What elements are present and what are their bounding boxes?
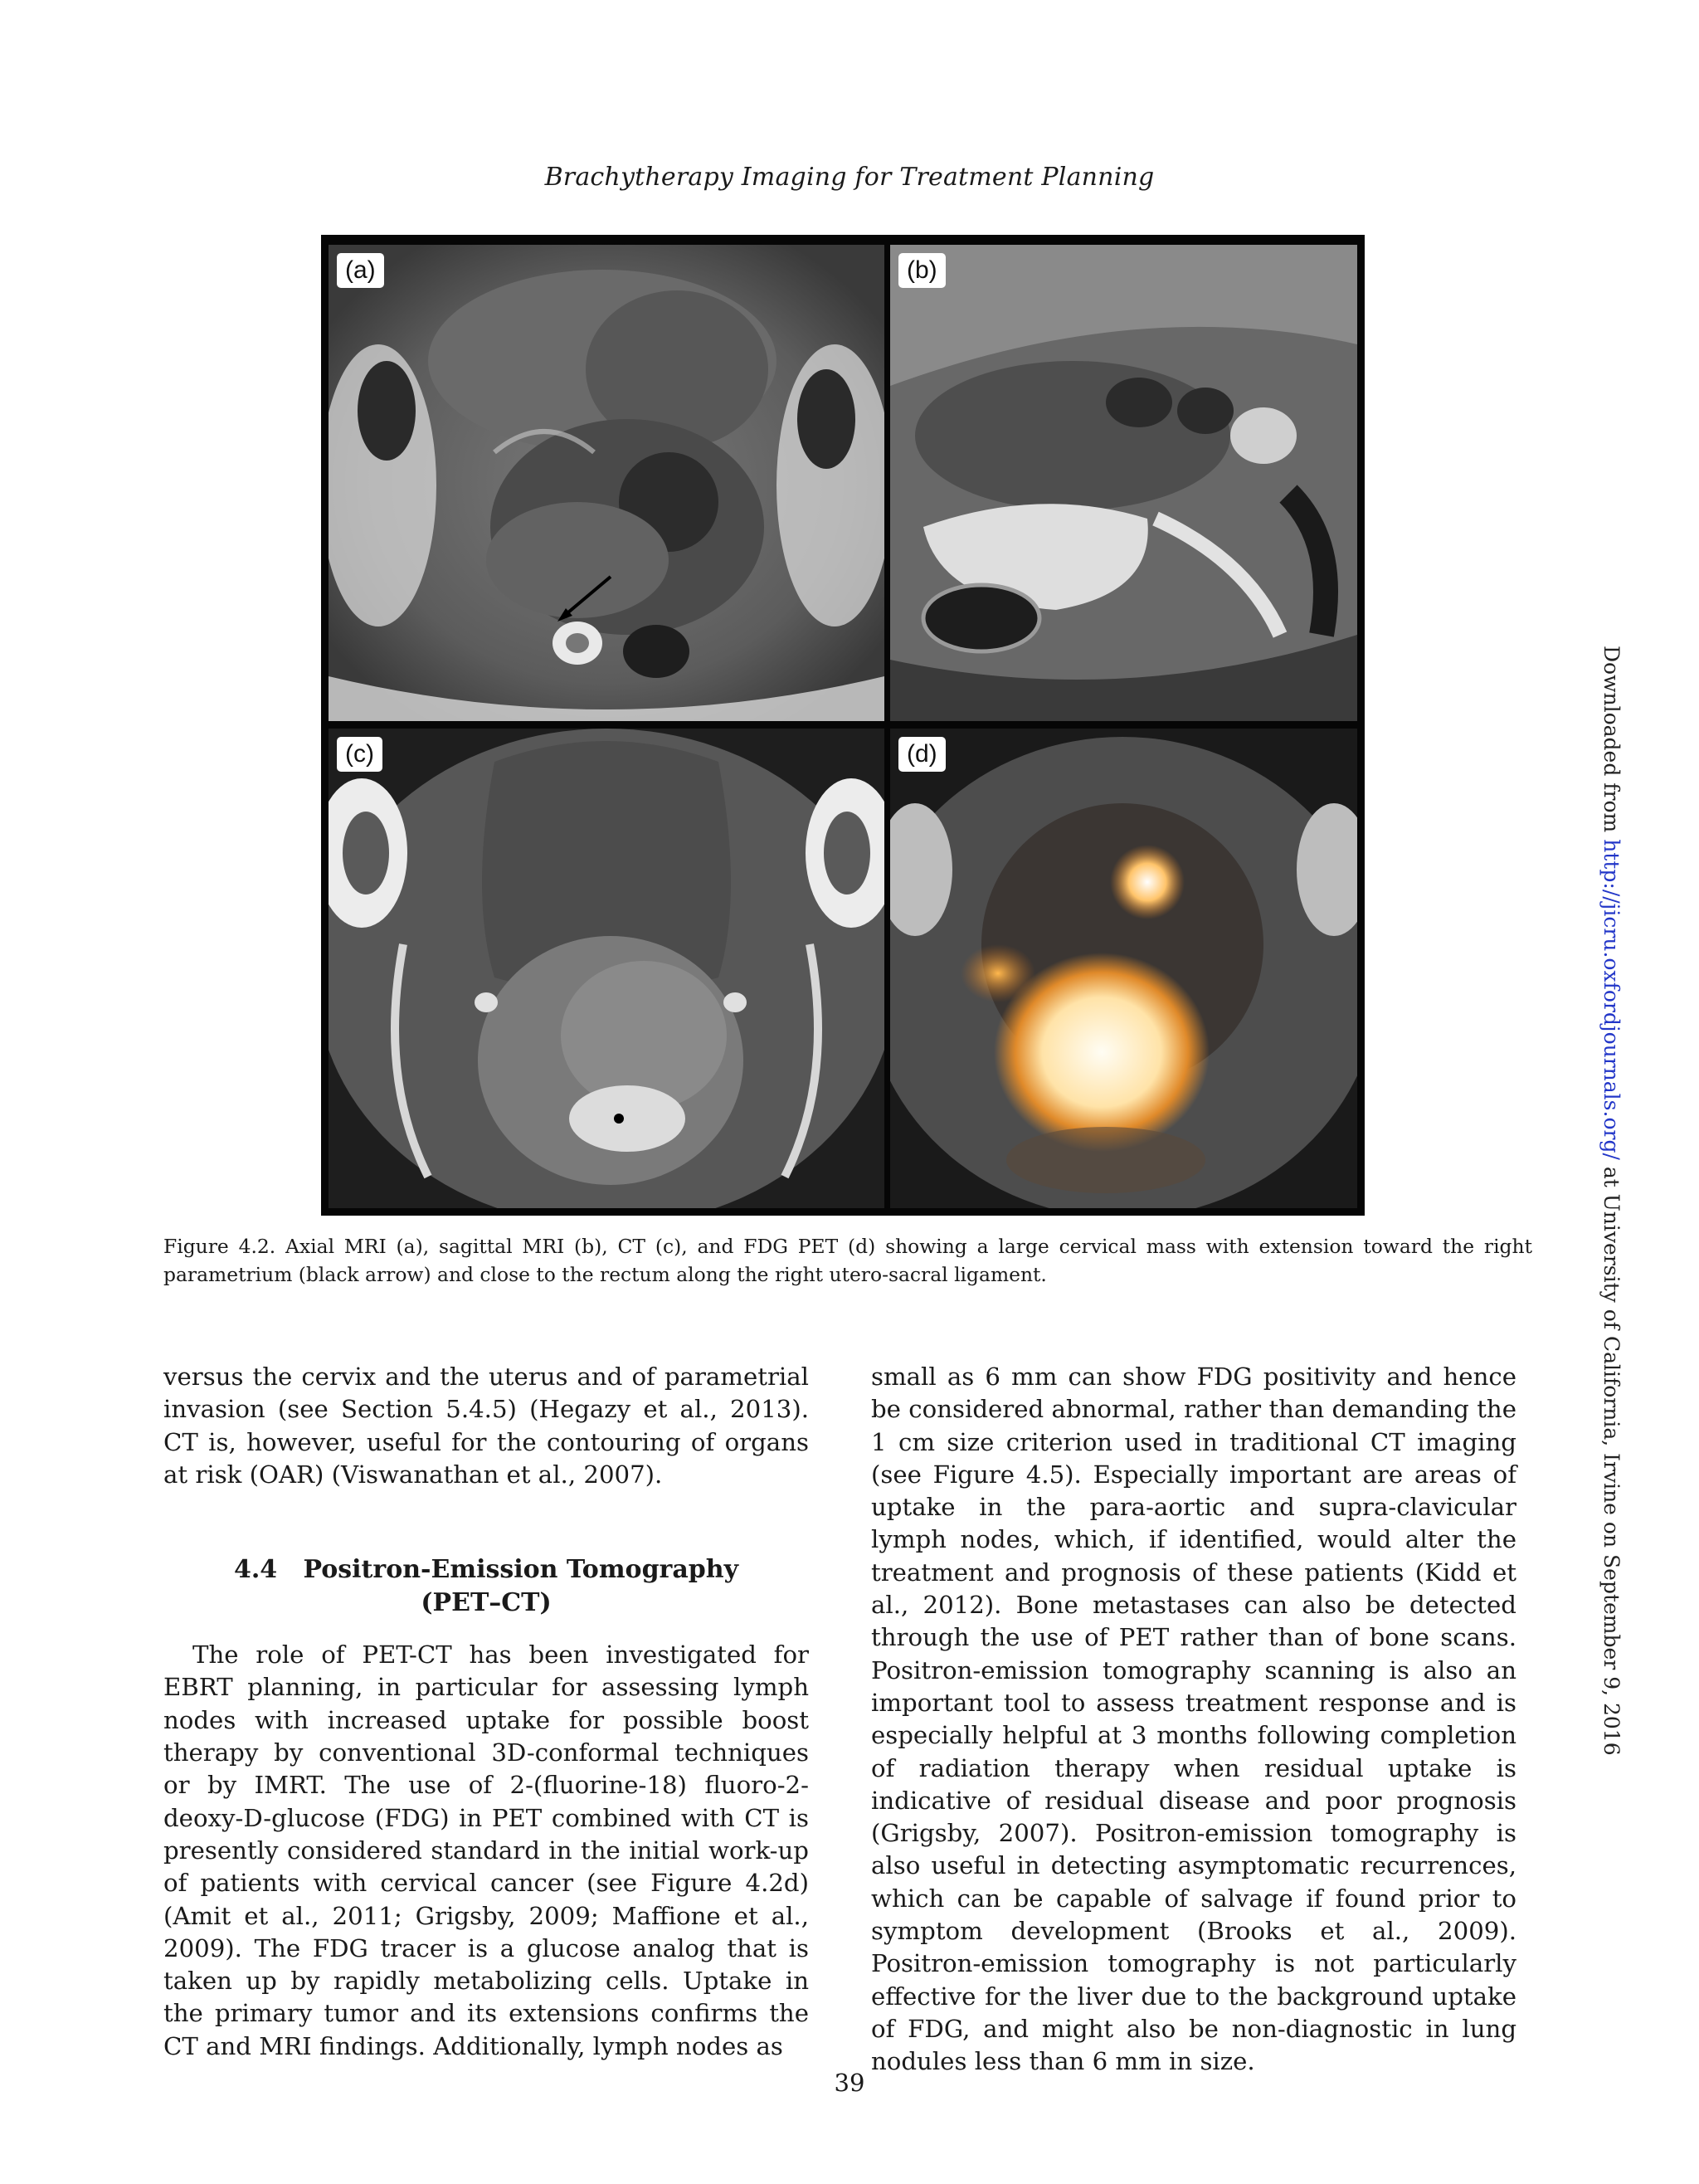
left-column: [163, 1361, 809, 2063]
axial-mri-image: [329, 245, 884, 721]
figure-caption: Figure 4.2. Axial MRI (a), sagittal MRI (b), CT (c), and FDG PET (d) showing a large cervical mass with extension toward the right parametrium (black arrow) and close to the rectum along the right utero-sacral ligament.: [163, 1235, 1532, 1286]
left-paragraph-1: versus the cervix and the uterus and of parametrial invasion (see Section 5.4.5) (Hegazy et al., 2013). CT is, however, useful for the contouring of organs at risk (OAR) (Viswanathan et al., 2007).: [163, 1363, 809, 1489]
ct-image: [329, 729, 884, 1208]
right-column: [871, 1361, 1516, 2079]
panel-b-sagittal-mri: [890, 245, 1357, 721]
journal-link[interactable]: http://jicru.oxfordjournals.org/: [1599, 839, 1624, 1160]
page-number: 39: [834, 2069, 865, 2097]
panel-label-a: (a): [337, 253, 384, 288]
left-paragraph-2: The role of PET-CT has been investigated for EBRT planning, in particular for assessing lymph nodes with increased uptake for possible boost therapy by conventional 3D-conformal techniques or by IMRT. The use of 2-(fluorine-18) fluoro-2-deoxy-D-glucose (FDG) in PET combined with CT is presently considered standard in the initial work-up of patients with cervical cancer (see Figure 4.2d) (Amit et al., 2011; Grigsby, 2009; Maffione et al., 2009). The FDG tracer is a glucose analog that is taken up by rapidly metabolizing cells. Uptake in the primary tumor and its extensions confirms the CT and MRI findings. Additionally, lymph nodes as: [163, 1640, 809, 2060]
section-heading-line-1: 4.4 Positron-Emission Tomography: [233, 1555, 739, 1585]
panel-d-fdg-pet: [890, 729, 1357, 1208]
side-note-suffix: at University of California, Irvine on September 9, 2016: [1599, 1159, 1624, 1756]
panel-label-d: (d): [898, 737, 946, 772]
download-side-note: [1599, 646, 1624, 1756]
panel-label-c: (c): [337, 737, 382, 772]
section-heading-line-2: (PET–CT): [421, 1588, 552, 1618]
section-heading: [163, 1553, 809, 1620]
panel-a-axial-mri: [329, 245, 884, 721]
figure-4-2: [321, 235, 1365, 1216]
right-paragraph-1: small as 6 mm can show FDG positivity and hence be considered abnormal, rather than demanding the 1 cm size criterion used in traditional CT imaging (see Figure 4.5). Especially important are areas of uptake in the para-aortic and supra-clavicular lymph nodes, which, if identified, would alter the treatment and prognosis of these patients (Kidd et al., 2012). Bone metastases can also be detected through the use of PET rather than of bone scans. Positron-emission tomography scanning is also an important tool to assess treatment response and is especially helpful at 3 months following completion of radiation therapy when residual uptake is indicative of residual disease and poor prognosis (Grigsby, 2007). Positron-emission tomography is also useful in detecting asymptomatic recurrences, which can be capable of salvage if found prior to symptom development (Brooks et al., 2009). Positron-emission tomography is not particularly effective for the liver due to the background uptake of FDG, and might also be non-diagnostic in lung nodules less than 6 mm in size.: [871, 1363, 1516, 2076]
panel-label-b: (b): [898, 253, 946, 288]
panel-c-ct: [329, 729, 884, 1208]
sagittal-mri-image: [890, 245, 1357, 721]
side-note-prefix: Downloaded from: [1599, 646, 1624, 840]
running-head: Brachytherapy Imaging for Treatment Planning: [544, 163, 1155, 192]
fdg-pet-image: [890, 729, 1357, 1208]
